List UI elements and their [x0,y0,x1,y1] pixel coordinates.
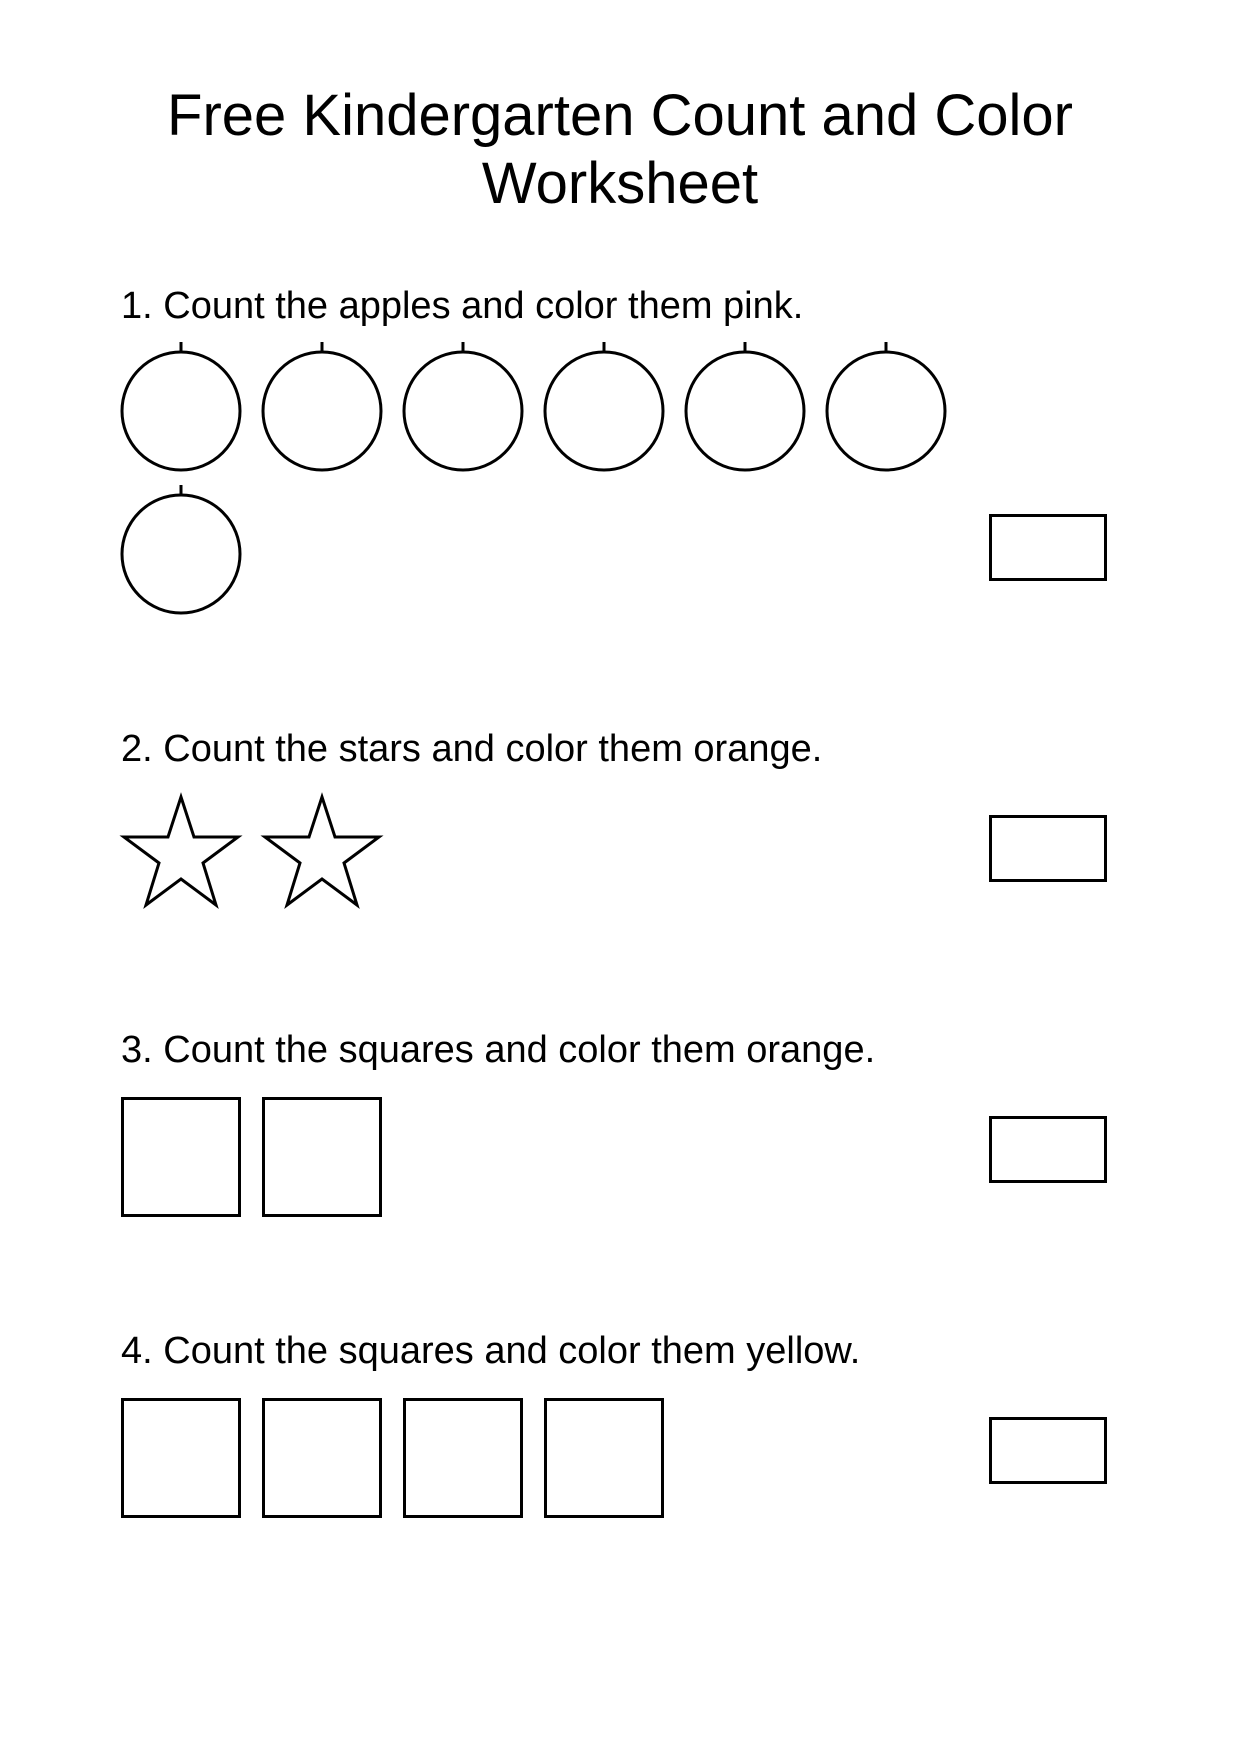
title-line-1: Free Kindergarten Count and Color [167,83,1073,148]
question-1-label: 1. Count the apples and color them pink. [121,285,804,327]
apple-icon [545,342,663,470]
answer-input-1[interactable] [992,517,1104,578]
answer-box-3[interactable] [989,1116,1107,1183]
square-shape [262,1097,382,1217]
title-line-2: Worksheet [481,151,759,216]
answer-input-3[interactable] [992,1119,1104,1180]
apple-icon [122,485,240,613]
square-shape [121,1097,241,1217]
answer-box-1[interactable] [989,514,1107,581]
apple-icon [122,342,240,470]
apple-icon [827,342,945,470]
worksheet-title [120,82,1120,218]
question-3-label: 3. Count the squares and color them orange. [121,1029,876,1071]
question-4-label: 4. Count the squares and color them yellow. [121,1330,861,1372]
apple-icon [404,342,522,470]
answer-input-2[interactable] [992,818,1104,879]
square-shape [544,1398,664,1518]
answer-box-4[interactable] [989,1417,1107,1484]
question-2-label: 2. Count the stars and color them orange. [121,728,823,770]
star-icon [124,797,238,905]
apples-group [118,342,948,617]
stars-group [118,795,388,920]
square-shape [262,1398,382,1518]
square-shape [403,1398,523,1518]
answer-input-4[interactable] [992,1420,1104,1481]
answer-box-2[interactable] [989,815,1107,882]
apple-icon [686,342,804,470]
apple-icon [263,342,381,470]
square-shape [121,1398,241,1518]
star-icon [265,797,379,905]
